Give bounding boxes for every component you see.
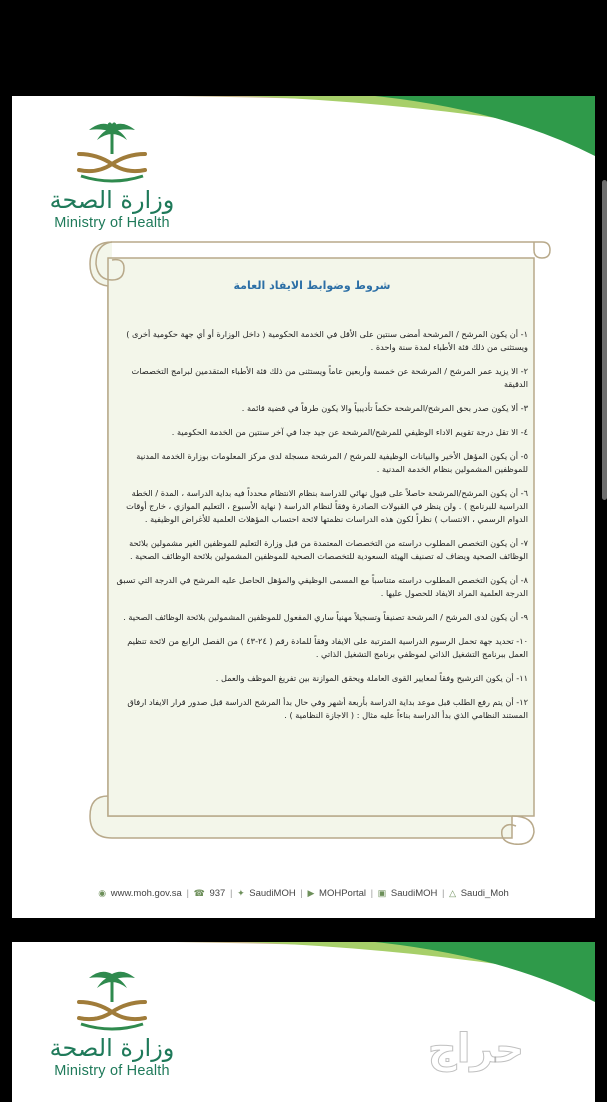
list-item: ٣- ألا يكون صدر بحق المرشح/المرشحة حكماً تأديبياً والا يكون طرفاً في قضية قائمة . — [241, 403, 528, 413]
haraj-watermark — [366, 1022, 586, 1074]
list-item: ٦- أن يكون المرشح/المرشحة حاصلاً على قبول نهائي للدراسة بنظام الانتظام محدداً فيه بداية الدراسة ، المدة / الخطة الدراسية للبرنامج ) . ولن ينظر في القبولات الصادرة وفقاً لنظام الدراسة ( نهاية الأسبوع ، التعليم الموازي ، خارج أوقات الدوام الرسمي ، الانتساب ) نظراً لكون هذه الدراسات نظمتها لائحة احتساب المؤهلات العلمية للأغراض الوظيفية . — [126, 488, 528, 524]
list-item: ٤- الا تقل درجة تقويم الاداء الوظيفي للمرشح/المرشحة عن جيد جدا في آخر سنتين من الخدمة الحكومية . — [171, 427, 528, 437]
logo-english-text: Ministry of Health — [54, 215, 170, 231]
list-item: ١- أن يكون المرشح / المرشحة أمضى سنتين على الأقل في الخدمة الحكومية ( داخل الوزارة أو أي جهة حكومية أخرى ) ويستثنى من ذلك فئة الأطباء لمدة سنة واحدة . — [126, 329, 528, 352]
phone-icon: ☎ — [193, 888, 205, 898]
svg-text:حراج: حراج — [427, 1026, 525, 1072]
youtube-icon: ▶ — [307, 888, 315, 898]
snapchat-icon: △ — [449, 888, 457, 898]
list-item: ٢- الا يزيد عمر المرشح / المرشحة عن خمسة وأربعين عاماً ويستثنى من ذلك فئة الأطباء المتقدمين لبرامج التخصصات الدقيقة — [131, 366, 528, 389]
twitter-icon: ✦ — [237, 888, 245, 898]
corner-decoration — [175, 96, 595, 156]
logo-arabic-text: وزارة الصحة — [49, 1034, 175, 1062]
youtube-handle[interactable]: MOHPortal — [319, 888, 367, 899]
contact-footer: ◉ www.moh.gov.sa | ☎ 937 | ✦ SaudiMOH | ▶ MOHPortal | ▣ SaudiMOH | △ Saudi_Moh — [98, 888, 509, 899]
list-item: ٥- أن يكون المؤهل الأخير والبيانات الوظيفية للمرشح / المرشحة مسجلة لدى مركز المعلومات بوزارة الخدمة المدنية للموظفين المشمولين بنظام الخدمة المدنية . — [136, 451, 528, 474]
palm-swords-icon — [67, 968, 157, 1032]
list-item: ١١- أن يكون الترشيح وفقاً لمعايير القوى العاملة ويحقق الموازنة بين تفريغ الموظف والعمل . — [215, 673, 528, 683]
phone-number[interactable]: 937 — [209, 888, 226, 899]
list-item: ٩- أن يكون لدى المرشح / المرشحة تصنيفاً وتسجيلاً مهنياً ساري المفعول للموظفين المشمولين بلائحة الوظائف الصحية . — [123, 612, 528, 622]
website-link[interactable]: www.moh.gov.sa — [110, 888, 182, 899]
document-title: شروط وضوابط الايفاد العامة — [233, 279, 391, 292]
snapchat-handle[interactable]: Saudi_Moh — [460, 888, 509, 899]
instagram-handle[interactable]: SaudiMOH — [390, 888, 438, 899]
ministry-logo — [42, 120, 182, 232]
palm-swords-icon — [67, 120, 157, 184]
logo-english-text: Ministry of Health — [54, 1063, 170, 1079]
list-item: المستند النظامي الذي بدأ الدراسة بناءاً عليه مثال : ( الاجازة النظامية ) . — [284, 710, 528, 720]
list-item: ٨- أن يكون التخصص المطلوب دراسته متناسباً مع المسمى الوظيفي والمؤهل الحاصل عليه المرشح في الدرجة التي تسبق الدرجة العلمية المراد الايفاد للحصول عليها . — [116, 575, 528, 598]
globe-icon: ◉ — [98, 888, 107, 898]
list-item: ١٠- تحديد جهة تحمل الرسوم الدراسية المترتبة على الايفاد وفقاً للمادة رقم ( ٢٤-٤٣ ) من الفصل الرابع من لائحة تنظيم العمل ببرنامج التشغيل الذاتي لموظفي برنامج التشغيل الذاتي . — [127, 636, 528, 659]
instagram-icon: ▣ — [377, 888, 387, 898]
twitter-handle[interactable]: SaudiMOH — [249, 888, 296, 899]
list-item: ٧- أن يكون التخصص المطلوب دراسته من التخصصات المعتمدة من قبل وزارة التعليم للموظفين الغير مشمولين بلائحة الوظائف الصحية ويضاف له تصنيف الهيئة السعودية للتخصصات الصحية للموظفين المشمولين بلائحة الوظائف الصحية . — [129, 538, 528, 561]
ministry-logo — [42, 968, 182, 1080]
conditions-list — [108, 328, 528, 848]
scrollbar[interactable] — [602, 180, 607, 500]
document-page — [12, 96, 595, 918]
list-item: ١٢- أن يتم رفع الطلب قبل موعد بداية الدراسة بأربعة أشهر وفي حال بدأ المرشح الدراسة قبل صدور قرار الايفاد ارفاق — [127, 697, 528, 707]
logo-arabic-text: وزارة الصحة — [49, 186, 175, 214]
corner-decoration — [175, 942, 595, 1002]
